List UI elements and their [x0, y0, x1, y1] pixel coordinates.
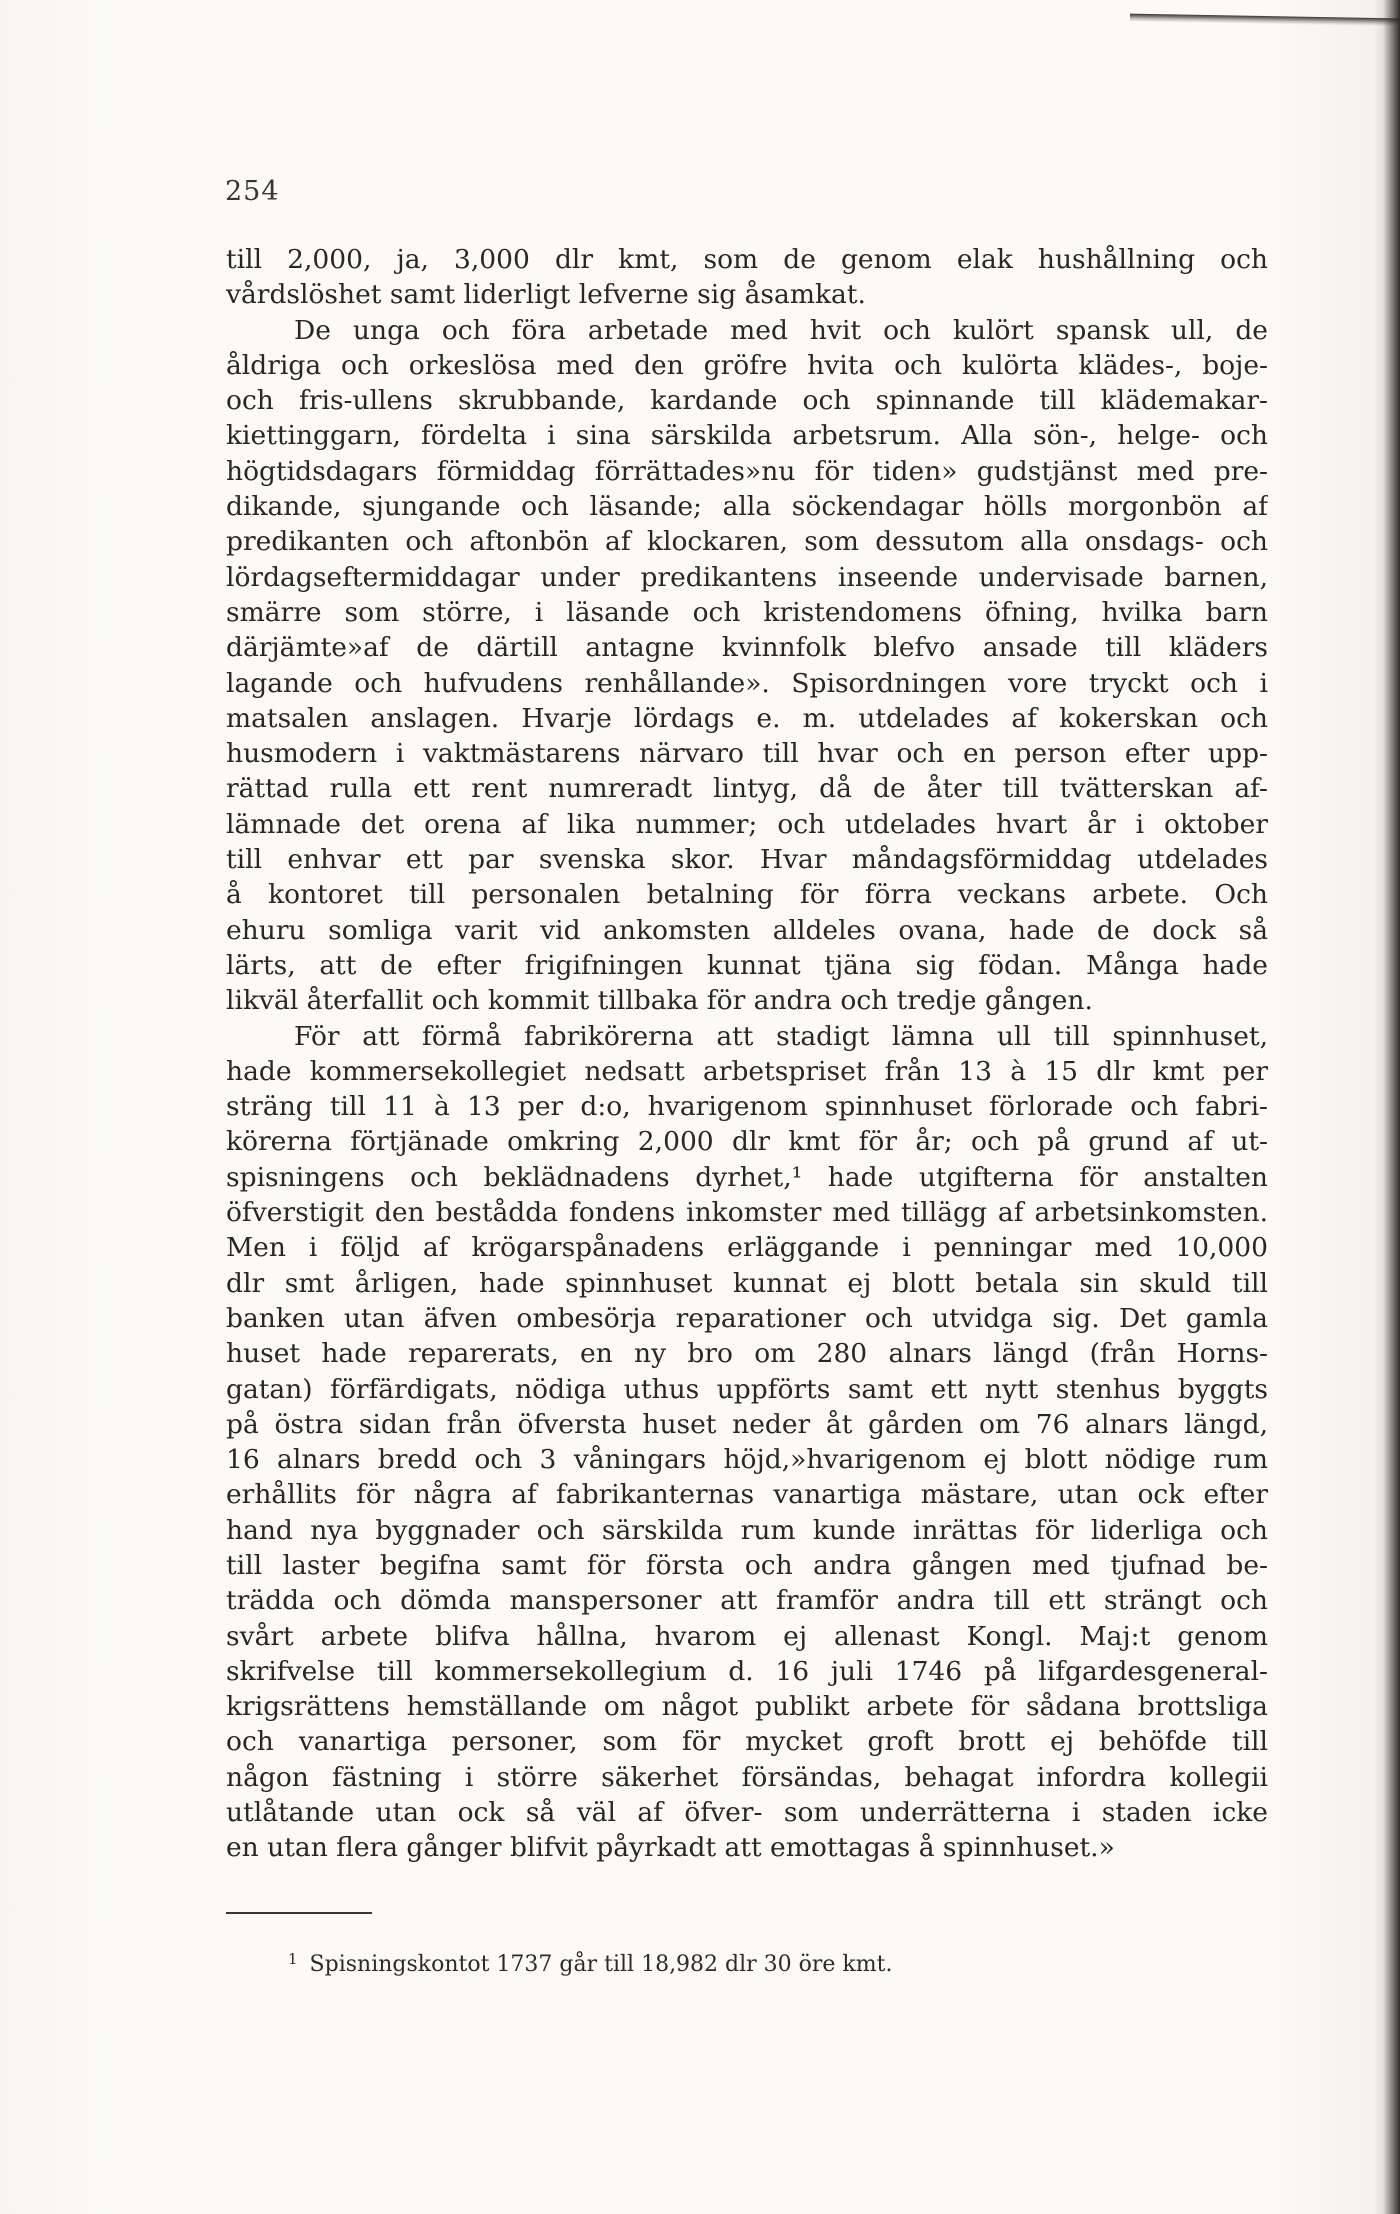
- text-line: smärre som större, i läsande och kristendomens öfning, hvilka barn: [226, 596, 1268, 628]
- text-line: De unga och föra arbetade med hvit och kulört spansk ull, de: [294, 314, 1268, 346]
- text-line: hade kommersekollegiet nedsatt arbetspriset från 13 à 15 dlr kmt per: [226, 1055, 1268, 1087]
- text-line: hand nya byggnader och särskilda rum kunde inrättas för liderliga och: [226, 1514, 1268, 1546]
- footnote-divider: [226, 1912, 372, 1914]
- text-line: lämnade det orena af lika nummer; och utdelades hvart år i oktober: [226, 808, 1268, 840]
- text-line: sträng till 11 à 13 per d:o, hvarigenom spinnhuset förlorade och fabri-: [226, 1091, 1268, 1123]
- text-line: För att förmå fabrikörerna att stadigt lämna ull till spinnhuset,: [294, 1020, 1268, 1052]
- text-line: lärts, att de efter frigifningen kunnat tjäna sig födan. Många hade: [226, 949, 1268, 981]
- page-right-edge-shadow: [1374, 0, 1400, 2214]
- text-line: krigsrättens hemställande om något publikt arbete för sådana brottsliga: [226, 1691, 1268, 1723]
- footnote: [288, 1944, 892, 1980]
- text-line: Men i följd af krögarspånadens erläggande i penningar med 10,000: [226, 1232, 1268, 1264]
- text-line: rättad rulla ett rent numreradt lintyg, då de åter till tvätterskan af-: [226, 773, 1268, 805]
- text-line: matsalen anslagen. Hvarje lördags e. m. utdelades af kokerskan och: [226, 702, 1268, 734]
- text-line: huset hade reparerats, en ny bro om 280 alnars längd (från Horns-: [226, 1338, 1268, 1370]
- text-line: öfverstigit den bestådda fondens inkomster med tillägg af arbetsinkomsten.: [226, 1197, 1268, 1229]
- text-line: åldriga och orkeslösa med den gröfre hvita och kulörta klädes-, boje-: [226, 349, 1268, 381]
- text-line: därjämte»af de därtill antagne kvinnfolk blefvo ansade till kläders: [226, 632, 1268, 664]
- text-line: och fris-ullens skrubbande, kardande och spinnande till klädemakar-: [226, 385, 1268, 417]
- text-line: lagande och hufvudens renhållande». Spisordningen vore tryckt och i: [226, 667, 1268, 699]
- text-line: kiettinggarn, fördelta i sina särskilda arbetsrum. Alla sön-, helge- och: [226, 420, 1268, 452]
- footnote-marker: 1: [288, 1950, 298, 1968]
- text-line: någon fästning i större säkerhet försändas, behagat infordra kollegii: [226, 1761, 1268, 1793]
- text-line: predikanten och aftonbön af klockaren, som dessutom alla onsdags- och: [226, 526, 1268, 558]
- text-line: husmodern i vaktmästarens närvaro till hvar och en person efter upp-: [226, 738, 1268, 770]
- page-top-edge-shadow: [1130, 14, 1400, 27]
- text-line: dlr smt årligen, hade spinnhuset kunnat ej blott betala sin skuld till: [226, 1267, 1268, 1299]
- text-line: högtidsdagars förmiddag förrättades»nu för tiden» gudstjänst med pre-: [226, 455, 1268, 487]
- text-line: dikande, sjungande och läsande; alla söckendagar hölls morgonbön af: [226, 491, 1268, 523]
- text-line: till enhvar ett par svenska skor. Hvar måndagsförmiddag utdelades: [226, 844, 1268, 876]
- text-line: banken utan äfven ombesörja reparationer och utvidga sig. Det gamla: [226, 1302, 1268, 1334]
- text-line: trädda och dömda manspersoner att framför andra till ett strängt och: [226, 1585, 1268, 1617]
- text-line: körerna förtjänade omkring 2,000 dlr kmt för år; och på grund af ut-: [226, 1126, 1268, 1158]
- text-line: lördagseftermiddagar under predikantens inseende undervisade barnen,: [226, 561, 1268, 593]
- text-line: spisningens och beklädnadens dyrhet,¹ hade utgifterna för anstalten: [226, 1161, 1268, 1193]
- text-line: å kontoret till personalen betalning för förra veckans arbete. Och: [226, 879, 1268, 911]
- text-line: 16 alnars bredd och 3 våningars höjd,»hvarigenom ej blott nödige rum: [226, 1444, 1268, 1476]
- text-line: på östra sidan från öfversta huset neder åt gården om 76 alnars längd,: [226, 1408, 1268, 1440]
- text-line: skrifvelse till kommersekollegium d. 16 juli 1746 på lifgardesgeneral-: [226, 1655, 1268, 1687]
- text-line: till laster begifna samt för första och andra gången med tjufnad be-: [226, 1549, 1268, 1581]
- text-line: vårdslöshet samt liderligt lefverne sig åsamkat.: [226, 279, 866, 311]
- text-line: erhållits för några af fabrikanternas vanartiga mästare, utan ock efter: [226, 1479, 1268, 1511]
- page-number: 254: [225, 176, 280, 207]
- body-text: [226, 242, 1268, 1866]
- footnote-text: Spisningskontot 1737 går till 18,982 dlr 30 öre kmt.: [309, 1952, 893, 1977]
- text-line: till 2,000, ja, 3,000 dlr kmt, som de genom elak hushållning och: [226, 244, 1268, 275]
- text-line: och vanartiga personer, som för mycket groft brott ej behöfde till: [226, 1726, 1268, 1758]
- text-line: utlåtande utan ock så väl af öfver- som underrätterna i staden icke: [226, 1797, 1268, 1829]
- text-line: ehuru somliga varit vid ankomsten alldeles ovana, hade de dock så: [226, 914, 1268, 946]
- text-line: likväl återfallit och kommit tillbaka för andra och tredje gången.: [226, 985, 1093, 1017]
- text-line: gatan) förfärdigats, nödiga uthus uppförts samt ett nytt stenhus byggts: [226, 1373, 1268, 1405]
- text-line: svårt arbete blifva hållna, hvarom ej allenast Kongl. Maj:t genom: [226, 1620, 1268, 1652]
- text-line: en utan flera gånger blifvit påyrkadt att emottagas å spinnhuset.»: [226, 1832, 1115, 1864]
